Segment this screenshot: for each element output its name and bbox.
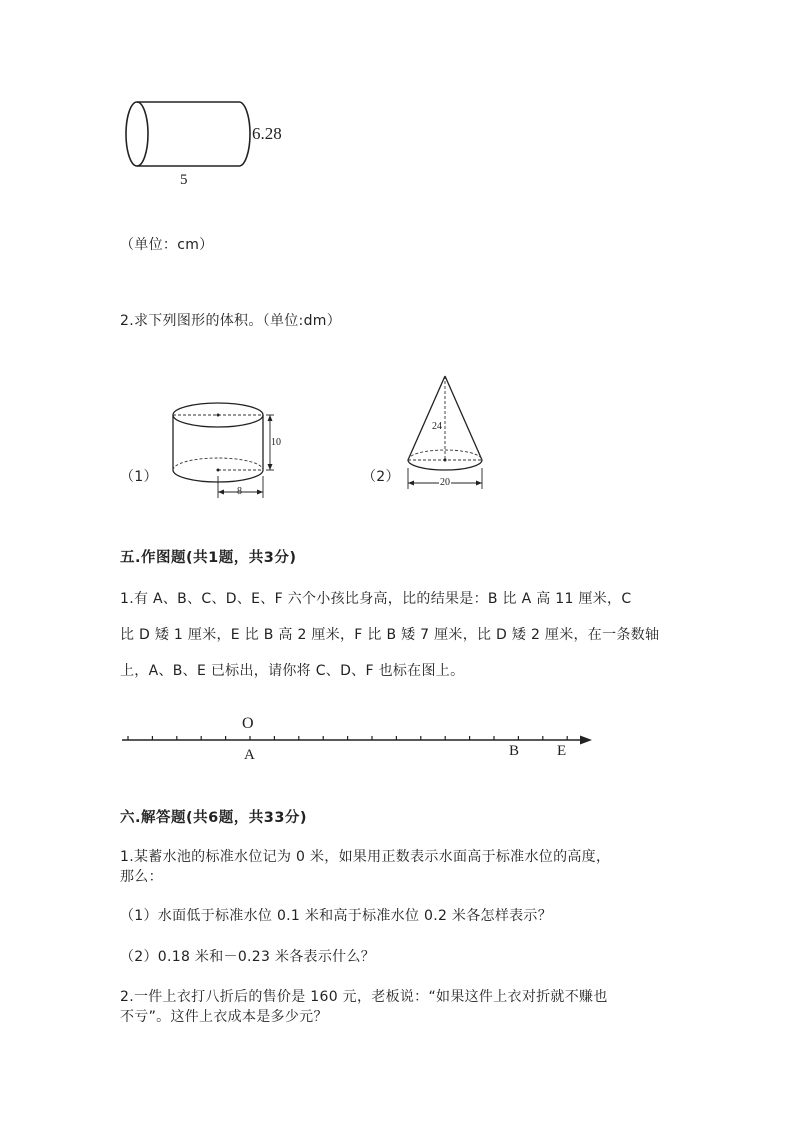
cylinder-left-face (126, 102, 148, 166)
section-6-q2-line-1: 2.一件上衣打八折后的售价是 160 元，老板说：“如果这件上衣对折就不赚也 (120, 989, 608, 1005)
diameter-arrow-right (476, 481, 482, 486)
cylinder-radius-dimension-label: 8 (237, 486, 242, 497)
cone-height-label: 24 (432, 421, 442, 432)
figure-1-label: （1） (120, 469, 158, 485)
cone-diameter-label: 20 (440, 477, 450, 488)
cone-figure (400, 372, 490, 492)
question-2-prompt: 2.求下列图形的体积。（单位:dm） (120, 313, 341, 329)
section-6-title: 六.解答题(共6题，共33分) (120, 810, 308, 826)
number-line-point-b-label: B (509, 743, 520, 759)
cylinder-height-label: 6.28 (252, 124, 282, 143)
cone-right-slant (445, 376, 482, 460)
cylinder-height-dimension-label: 10 (271, 437, 281, 448)
bottom-center-dot (217, 469, 220, 472)
cone-base-center-dot (444, 459, 447, 462)
radius-arrow-right (257, 490, 263, 495)
diameter-arrow-left (408, 481, 414, 486)
cylinder-right-arc (239, 102, 250, 166)
section-5-title: 五.作图题(共1题，共3分) (120, 550, 297, 566)
number-line-arrowhead (580, 736, 592, 745)
number-line-point-e-label: E (557, 743, 567, 759)
number-line-origin-label: O (242, 715, 254, 732)
section-6-q1-line-2: 那么： (120, 869, 163, 885)
bottom-back-arc (173, 458, 263, 470)
height-arrow-down (268, 464, 273, 470)
cylinder-length-label: 5 (180, 172, 188, 188)
unit-note: （单位：cm） (120, 237, 214, 253)
upright-cylinder-figure (170, 398, 290, 498)
height-arrow-up (268, 415, 273, 421)
number-line (0, 728, 794, 758)
section-6-q2-line-2: 不亏”。这件上衣成本是多少元？ (120, 1009, 328, 1025)
section-5-q1-line-2: 比 D 矮 1 厘米，E 比 B 高 2 厘米，F 比 B 矮 7 厘米，比 D 矮 2 厘米，在一条数轴 (120, 627, 660, 643)
cone-left-slant (408, 376, 445, 460)
number-line-point-a-label: A (244, 747, 255, 763)
top-center-dot (217, 414, 220, 417)
section-5-q1-line-1: 1.有 A、B、C、D、E、F 六个小孩比身高，比的结果是：B 比 A 高 11 厘米，C (120, 591, 632, 607)
section-6-q1-line-1: 1.某蓄水池的标准水位记为 0 米，如果用正数表示水面高于标准水位的高度， (120, 849, 611, 865)
radius-arrow-left (218, 490, 224, 495)
figure-2-label: （2） (362, 469, 400, 485)
section-6-q1-sub-2: （2）0.18 米和－0.23 米各表示什么？ (120, 949, 376, 965)
section-6-q1-sub-1: （1）水面低于标准水位 0.1 米和高于标准水位 0.2 米各怎样表示？ (120, 908, 553, 924)
horizontal-cylinder-figure (120, 98, 250, 173)
section-5-q1-line-3: 上，A、B、E 已标出，请你将 C、D、F 也标在图上。 (120, 663, 465, 679)
